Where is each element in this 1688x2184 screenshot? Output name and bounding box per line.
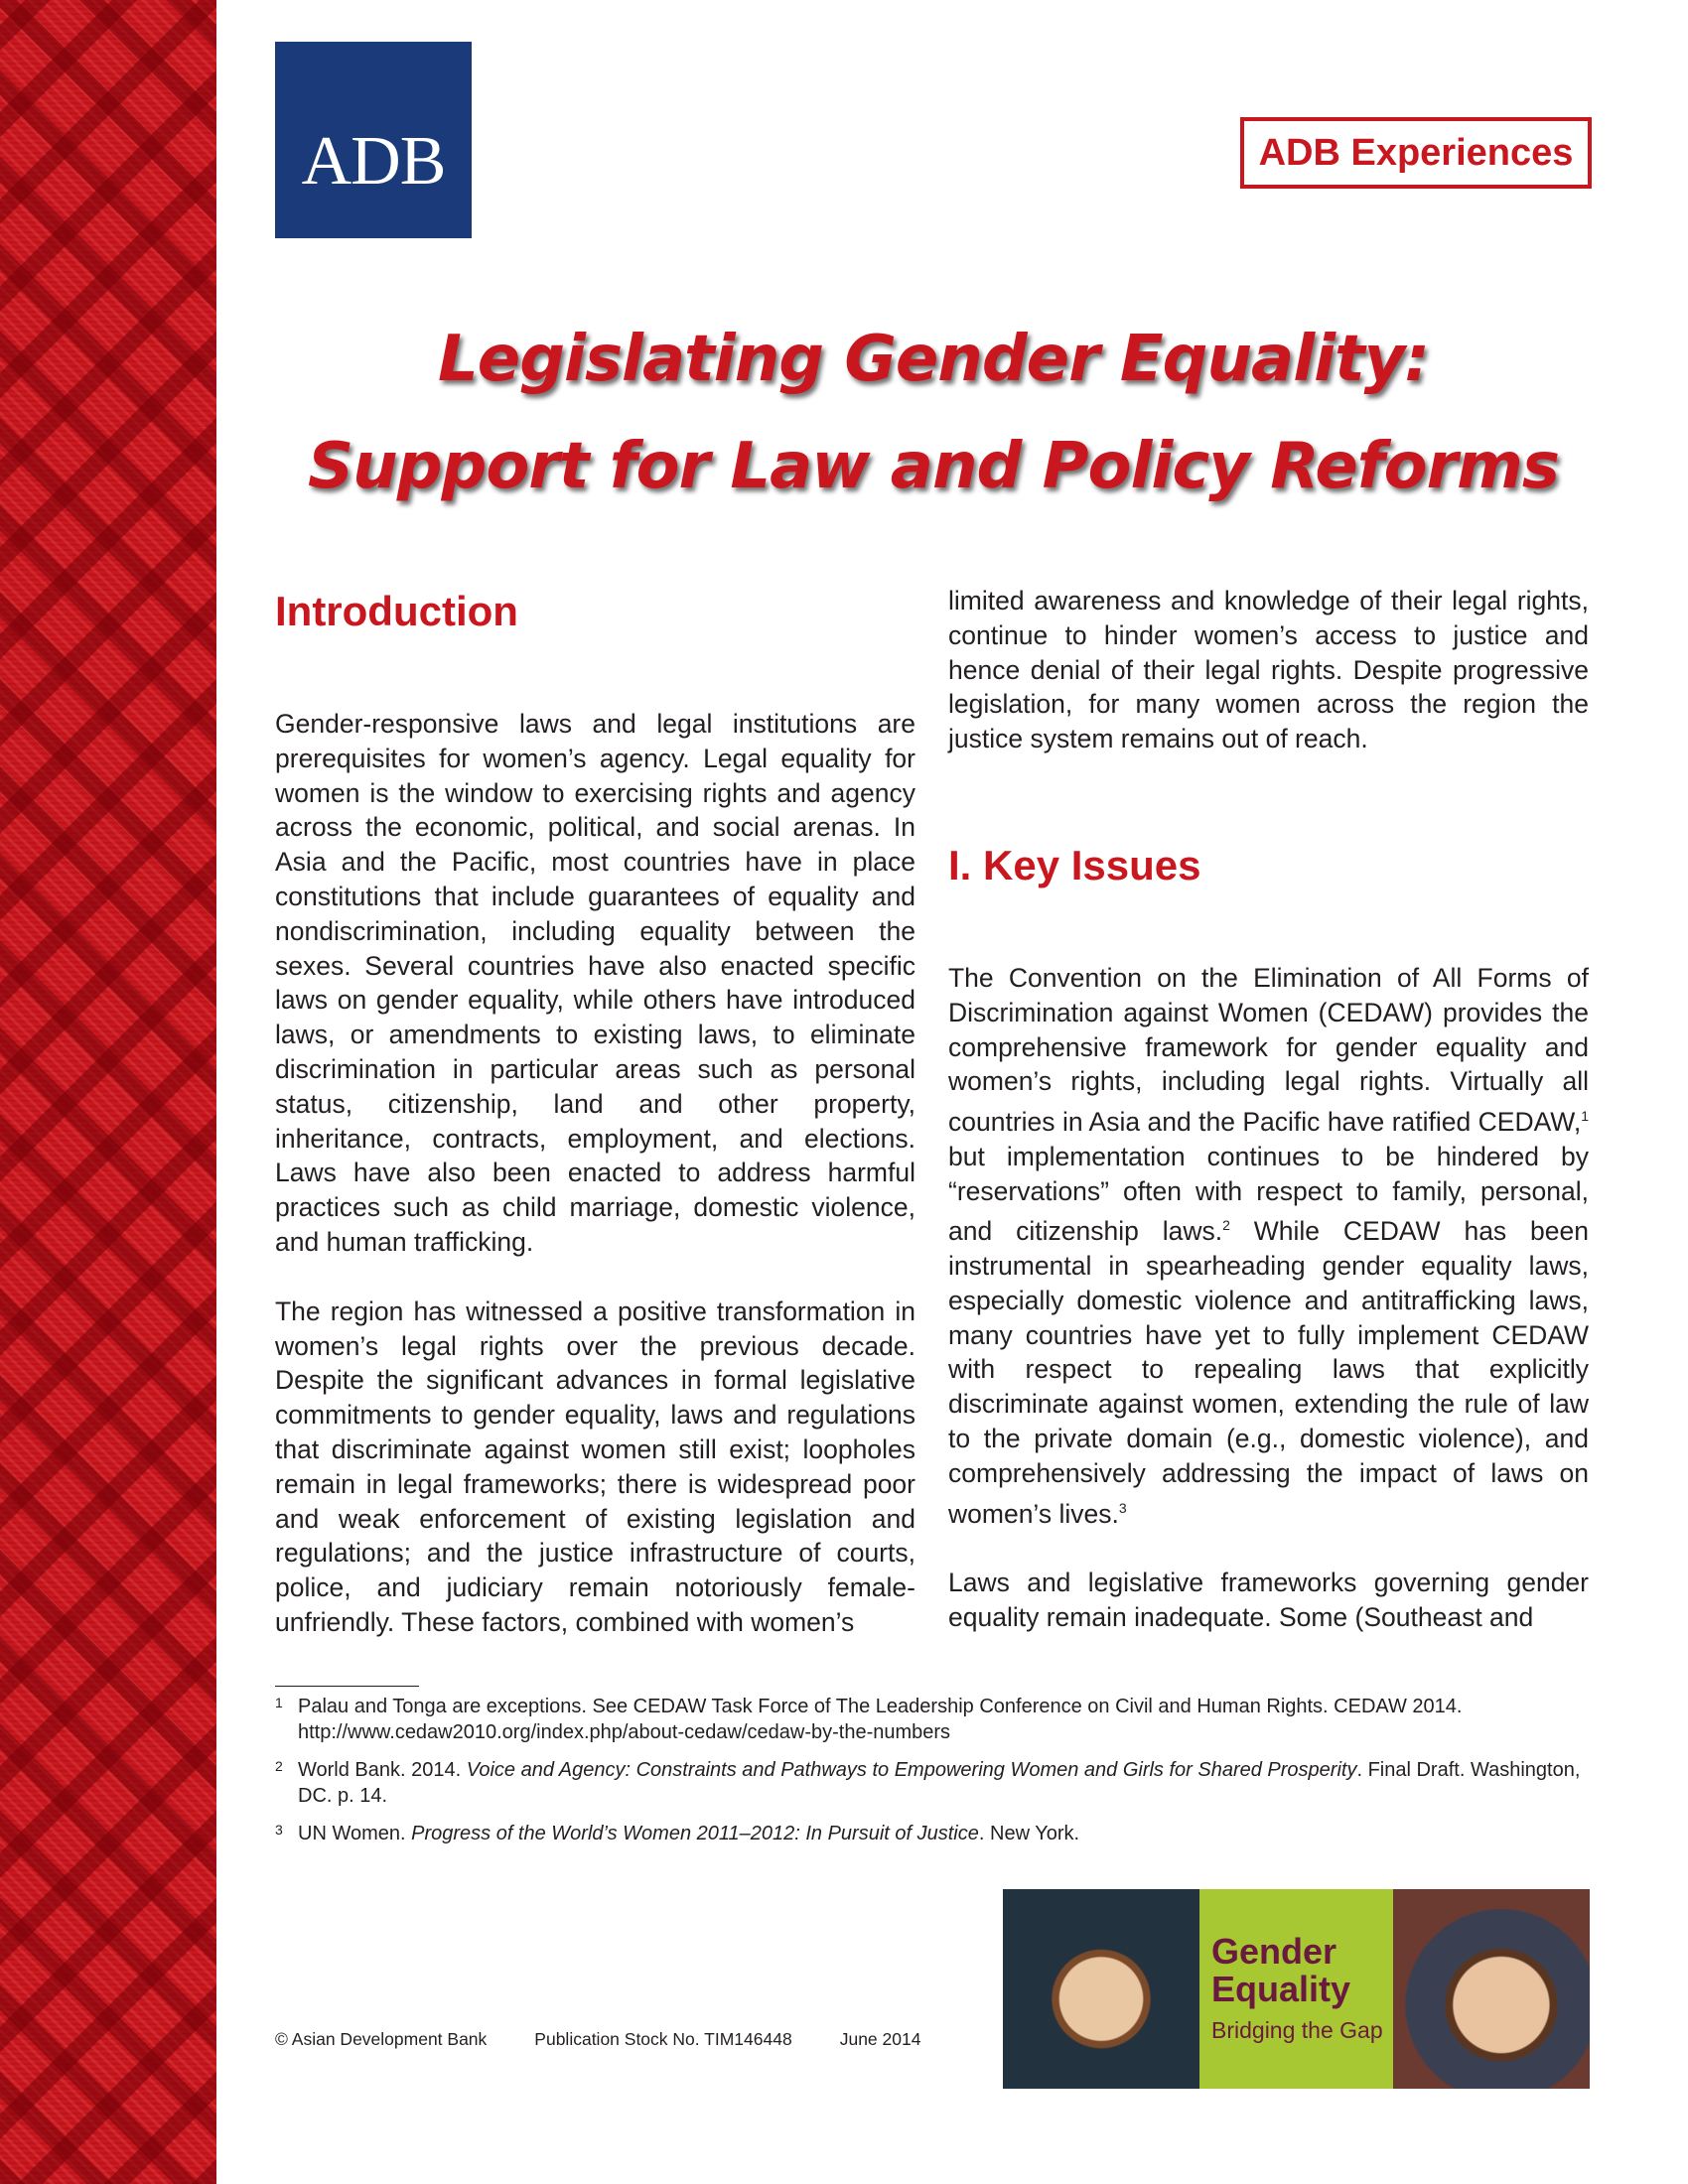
gender-equality-banner [1003,1889,1590,2089]
footer-stock-number: Publication Stock No. TIM146448 [534,2029,792,2049]
page-footer [275,2029,920,2050]
adb-logo-text: ADB [301,123,446,200]
key-issues-p1-part-b: but implementation continues to be hindered by “reservations” often with respect to family, personal, and citizenship laws. [948,1141,1589,1247]
footnote-1-text: Palau and Tonga are exceptions. See CEDAW Task Force of The Leadership Conference on Civil and Human Rights. CEDAW 2014. [298,1696,1463,1717]
footnote-2-author: World Bank. 2014. [298,1759,467,1781]
footnote-2 [275,1757,1596,1809]
banner-subtitle: Bridging the Gap [1211,2016,1383,2043]
footnote-ref-1: 1 [1581,1108,1589,1125]
footnote-ref-2: 2 [1222,1217,1230,1234]
footnote-3-title: Progress of the World’s Women 2011–2012: In Pursuit of Justice [411,1823,979,1844]
footnote-3-author: UN Women. [298,1823,412,1844]
right-column [948,586,1589,1635]
decorative-textile-band [0,0,216,2184]
portrait-photo-right [1393,1889,1590,2089]
introduction-paragraph-2-continued: limited awareness and knowledge of their legal rights, continue to hinder women’s access to justice and hence denial of their legal rights. Despite progressive legislation, for many women across the region the justice system remains out of reach. [948,586,1589,754]
footnote-2-title: Voice and Agency: Constraints and Pathways to Empowering Women and Girls for Shared Prosperity [466,1759,1357,1781]
footnote-rule [275,1686,419,1687]
banner-title-line-2: Equality [1211,1968,1351,2009]
footnote-ref-3: 3 [1118,1499,1127,1516]
footnote-1-link[interactable]: http://www.cedaw2010.org/index.php/about-cedaw/cedaw-by-the-numbers [298,1721,951,1743]
footer-copyright: © Asian Development Bank [275,2029,488,2049]
footnote-number: 3 [275,1822,283,1838]
key-issues-p1-part-c: While CEDAW has been instrumental in spearheading gender equality laws, especially domestic violence and antitrafficking laws, many countries have yet to fully implement CEDAW with respect to repealing laws that explicitly discriminate against women, extending the rule of law to the private domain (e.g., domestic violence), and comprehensively addressing the impact of laws on women’s lives. [948,1216,1590,1529]
footnote-number: 2 [275,1758,283,1774]
introduction-paragraph-1: Gender-responsive laws and legal institutions are prerequisites for women’s agency. Legal equality for women is the window to exercising rights and agency across the economic, political, and social arenas. In Asia and the Pacific, most countries have in place constitutions that include guarantees of equality and nondiscrimination, including equality between the sexes. Several countries have also enacted specific laws on gender equality, while others have introduced laws, or amendments to existing laws, to eliminate discrimination in particular areas such as personal status, citizenship, land and other property, inheritance, contracts, employment, and elections. Laws have also been enacted to address harmful practices such as child marriage, domestic violence, and human trafficking. [275,709,915,1257]
page-title [238,306,1628,520]
introduction-heading: Introduction [275,588,518,634]
footnotes [275,1694,1596,1858]
footnote-1 [275,1694,1596,1745]
adb-logo [275,42,472,238]
key-issues-p1-part-a: The Convention on the Elimination of All Forms of Discrimination against Women (CEDAW) provides the comprehensive framework for gender equality and women’s rights, including legal rights. Virtually all countries in Asia and the Pacific have ratified CEDAW, [948,962,1589,1137]
introduction-paragraph-2: The region has witnessed a positive transformation in women’s legal rights over the previous decade. Despite the significant advances in formal legislative commitments to gender equality, laws and regulations that discriminate against women still exist; loopholes remain in legal frameworks; there is widespread poor and weak enforcement of existing legislation and regulations; and the justice infrastructure of courts, police, and judiciary remain notoriously female-unfriendly. These factors, combined with women’s [275,1296,915,1637]
key-issues-paragraph-2: Laws and legislative frameworks governing gender equality remain inadequate. Some (Southeast and [948,1568,1589,1633]
footnote-2-details: . Final Draft. Washington, DC. p. 14. [298,1759,1581,1807]
banner-title-line-1: Gender [1211,1930,1337,1972]
key-issues-heading: I. Key Issues [948,841,1201,888]
key-issues-paragraph-1 [948,961,1589,1531]
footnote-3 [275,1821,1596,1846]
left-column [275,586,915,1640]
footer-date: June 2014 [839,2029,921,2049]
title-line-1: Legislating Gender Equality: [438,323,1429,396]
footnote-number: 1 [275,1695,283,1710]
adb-experiences-tag: ADB Experiences [1240,117,1592,189]
portrait-photo-left [1003,1889,1199,2089]
title-line-2: Support for Law and Policy Reforms [308,430,1559,503]
footnote-3-details: . New York. [978,1823,1080,1844]
